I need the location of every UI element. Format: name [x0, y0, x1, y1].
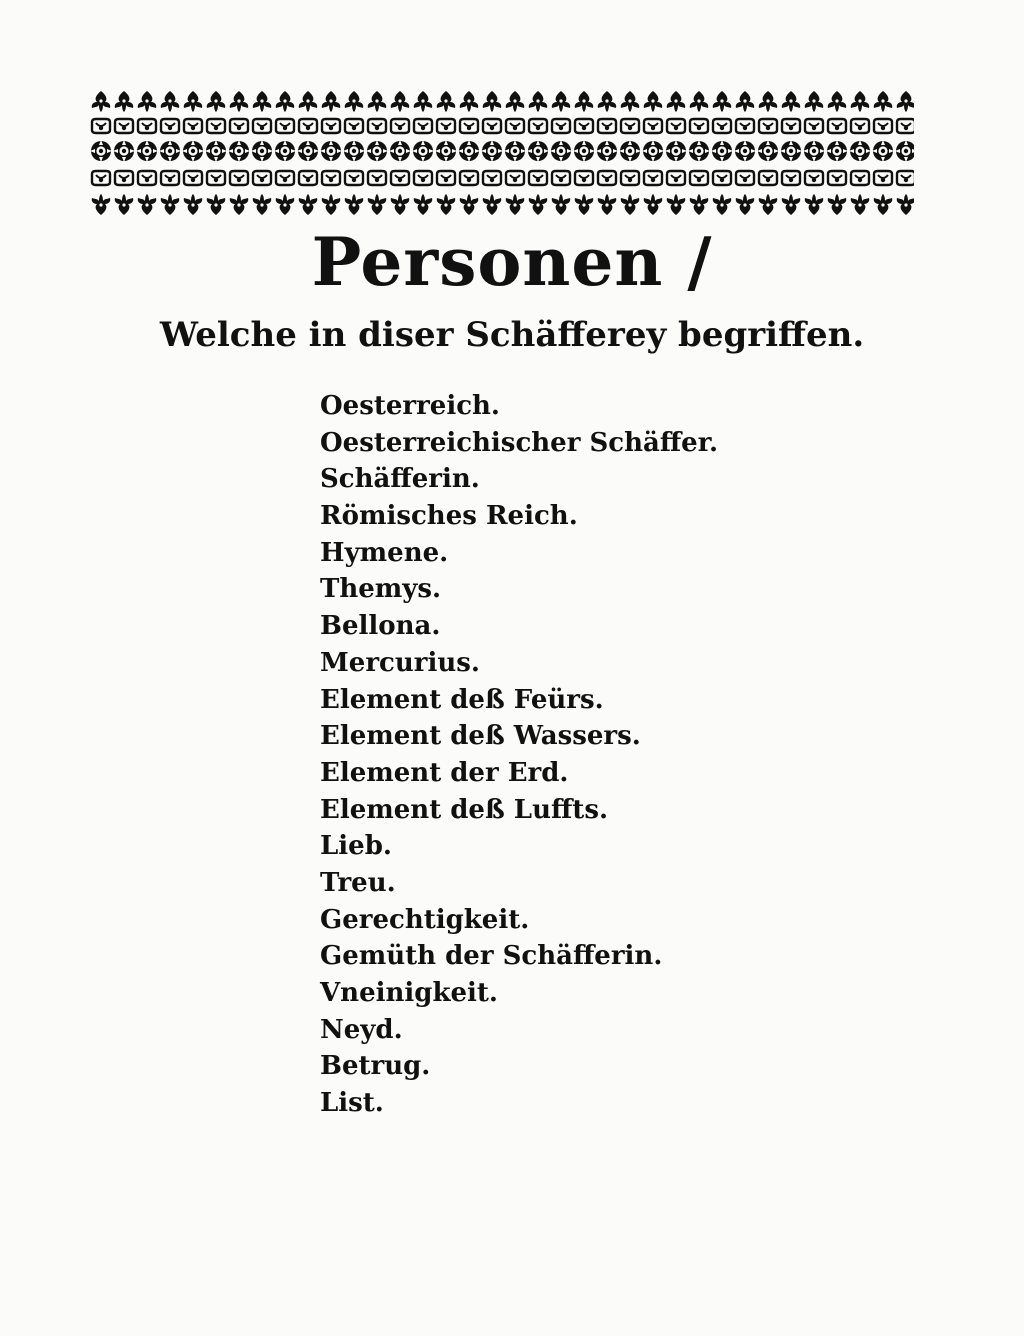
scroll-icon — [115, 119, 133, 133]
scroll-icon — [207, 119, 225, 133]
scroll-icon — [345, 119, 363, 133]
scroll-icon — [184, 171, 202, 185]
fleuron-icon — [299, 194, 318, 215]
fleuron-icon — [230, 91, 249, 112]
scroll-icon — [276, 171, 294, 185]
list-item: Themys. — [320, 574, 442, 605]
scroll-icon — [115, 171, 133, 185]
scroll-icon — [782, 119, 800, 133]
scroll-icon — [92, 171, 110, 185]
scroll-icon — [598, 119, 616, 133]
fleuron-icon — [391, 194, 410, 215]
rosette-icon — [527, 140, 549, 162]
fleuron-icon — [575, 194, 594, 215]
rosette-icon — [228, 140, 250, 162]
fleuron-icon — [437, 91, 456, 112]
scroll-icon — [621, 171, 639, 185]
rosette-icon — [596, 140, 618, 162]
scroll-icon — [138, 119, 156, 133]
scroll-icon — [207, 171, 225, 185]
scroll-icon — [437, 119, 455, 133]
scroll-icon — [851, 119, 869, 133]
list-item: Hymene. — [320, 537, 449, 568]
fleuron-icon — [644, 194, 663, 215]
rosette-icon — [757, 140, 779, 162]
rosette-icon — [895, 140, 914, 162]
fleuron-icon — [690, 91, 709, 112]
fleuron-icon — [851, 194, 870, 215]
fleuron-icon — [805, 91, 824, 112]
fleuron-icon — [184, 194, 203, 215]
rosette-icon — [458, 140, 480, 162]
fleuron-icon — [736, 194, 755, 215]
fleuron-icon — [345, 91, 364, 112]
fleuron-icon — [368, 91, 387, 112]
scroll-icon — [713, 171, 731, 185]
fleuron-icon — [253, 91, 272, 112]
fleuron-icon — [759, 91, 778, 112]
fleuron-icon — [897, 194, 914, 215]
fleuron-icon — [828, 91, 847, 112]
fleuron-icon — [276, 194, 295, 215]
fleuron-icon — [598, 194, 617, 215]
fleuron-icon — [92, 194, 111, 215]
fleuron-icon — [345, 194, 364, 215]
floral-border-ornament — [86, 88, 914, 220]
scroll-icon — [253, 171, 271, 185]
scroll-icon — [897, 171, 914, 185]
fleuron-icon — [759, 194, 778, 215]
rosette-icon — [320, 140, 342, 162]
scroll-icon — [276, 119, 294, 133]
list-item: Oesterreich. — [320, 391, 500, 421]
scroll-icon — [368, 171, 386, 185]
scroll-icon — [230, 119, 248, 133]
scroll-icon — [161, 119, 179, 133]
scroll-icon — [529, 119, 547, 133]
fleuron-icon — [92, 91, 111, 112]
list-item: Römisches Reich. — [320, 501, 578, 532]
fleuron-icon — [598, 91, 617, 112]
fleuron-icon — [828, 194, 847, 215]
rosette-icon — [343, 140, 365, 162]
scroll-icon — [161, 171, 179, 185]
scroll-icon — [805, 119, 823, 133]
scroll-icon — [253, 119, 271, 133]
scroll-icon — [184, 119, 202, 133]
scroll-icon — [391, 171, 409, 185]
scroll-icon — [575, 119, 593, 133]
scroll-icon — [759, 171, 777, 185]
scroll-icon — [828, 119, 846, 133]
rosette-icon — [665, 140, 687, 162]
fleuron-icon — [851, 91, 870, 112]
fleuron-icon — [460, 91, 479, 112]
fleuron-icon — [552, 91, 571, 112]
fleuron-icon — [690, 194, 709, 215]
rosette-icon — [642, 140, 664, 162]
list-item: Oesterreichischer Schäffer. — [320, 427, 719, 458]
scroll-icon — [483, 119, 501, 133]
scroll-icon — [460, 171, 478, 185]
scroll-icon — [736, 171, 754, 185]
fleuron-icon — [621, 194, 640, 215]
fleuron-icon — [713, 194, 732, 215]
fleuron-icon — [437, 194, 456, 215]
scroll-icon — [851, 171, 869, 185]
fleuron-icon — [299, 91, 318, 112]
list-item: Gerechtigkeit. — [320, 904, 530, 935]
scroll-icon — [414, 171, 432, 185]
scroll-icon — [874, 119, 892, 133]
fleuron-icon — [575, 91, 594, 112]
scroll-icon — [552, 171, 570, 185]
scroll-icon — [506, 119, 524, 133]
scroll-icon — [230, 171, 248, 185]
scroll-icon — [529, 171, 547, 185]
fleuron-icon — [782, 91, 801, 112]
persons-list — [320, 388, 718, 1122]
fleuron-icon — [207, 91, 226, 112]
rosette-icon — [711, 140, 733, 162]
fleuron-icon — [138, 91, 157, 112]
list-item: Element deß Wassers. — [320, 721, 641, 752]
scroll-icon — [92, 119, 110, 133]
rosette-icon — [205, 140, 227, 162]
scroll-icon — [690, 119, 708, 133]
scroll-icon — [575, 171, 593, 185]
fleuron-icon — [667, 91, 686, 112]
scroll-icon — [621, 119, 639, 133]
scroll-icon — [736, 119, 754, 133]
scroll-icon — [759, 119, 777, 133]
fleuron-icon — [529, 91, 548, 112]
scroll-icon — [874, 171, 892, 185]
scroll-icon — [644, 171, 662, 185]
list-item: Element der Erd. — [320, 757, 569, 788]
scroll-icon — [345, 171, 363, 185]
scroll-icon — [667, 171, 685, 185]
scroll-icon — [828, 171, 846, 185]
rosette-icon — [872, 140, 894, 162]
rosette-icon — [159, 140, 181, 162]
fleuron-icon — [276, 91, 295, 112]
rosette-icon — [412, 140, 434, 162]
fleuron-icon — [230, 194, 249, 215]
fleuron-icon — [161, 91, 180, 112]
fleuron-icon — [644, 91, 663, 112]
fleuron-icon — [414, 194, 433, 215]
fleuron-icon — [552, 194, 571, 215]
scroll-icon — [598, 171, 616, 185]
rosette-icon — [251, 140, 273, 162]
scroll-icon — [805, 171, 823, 185]
list-item: Lieb. — [320, 831, 392, 862]
scroll-icon — [897, 119, 914, 133]
scroll-icon — [322, 119, 340, 133]
rosette-icon — [435, 140, 457, 162]
fleuron-icon — [506, 194, 525, 215]
fleuron-icon — [115, 91, 134, 112]
rosette-icon — [849, 140, 871, 162]
list-item: Treu. — [320, 867, 396, 898]
page-title: Personen / — [311, 223, 713, 301]
page-subtitle: Welche in diser Schäfferey begriffen. — [159, 315, 865, 355]
fleuron-icon — [253, 194, 272, 215]
list-item: Element deß Feürs. — [320, 684, 604, 715]
fleuron-icon — [460, 194, 479, 215]
scroll-icon — [782, 171, 800, 185]
fleuron-icon — [782, 194, 801, 215]
fleuron-icon — [368, 194, 387, 215]
fleuron-icon — [161, 194, 180, 215]
fleuron-icon — [138, 194, 157, 215]
fleuron-icon — [805, 194, 824, 215]
rosette-icon — [619, 140, 641, 162]
fleuron-icon — [207, 194, 226, 215]
fleuron-icon — [322, 91, 341, 112]
scroll-icon — [667, 119, 685, 133]
rosette-icon — [688, 140, 710, 162]
fleuron-icon — [667, 194, 686, 215]
rosette-icon — [803, 140, 825, 162]
fleuron-icon — [391, 91, 410, 112]
list-item: Bellona. — [320, 611, 441, 642]
fleuron-icon — [621, 91, 640, 112]
rosette-icon — [389, 140, 411, 162]
fleuron-icon — [506, 91, 525, 112]
fleuron-icon — [322, 194, 341, 215]
scroll-icon — [437, 171, 455, 185]
scroll-icon — [299, 171, 317, 185]
rosette-icon — [274, 140, 296, 162]
rosette-icon — [182, 140, 204, 162]
list-item: Betrug. — [320, 1051, 431, 1082]
fleuron-icon — [483, 91, 502, 112]
rosette-icon — [780, 140, 802, 162]
scroll-icon — [713, 119, 731, 133]
fleuron-icon — [483, 194, 502, 215]
rosette-icon — [297, 140, 319, 162]
rosette-icon — [481, 140, 503, 162]
rosette-icon — [573, 140, 595, 162]
fleuron-icon — [115, 194, 134, 215]
scroll-icon — [460, 119, 478, 133]
fleuron-icon — [897, 91, 914, 112]
rosette-icon — [90, 140, 112, 162]
rosette-icon — [504, 140, 526, 162]
rosette-icon — [366, 140, 388, 162]
scroll-icon — [299, 119, 317, 133]
list-item: Mercurius. — [320, 647, 480, 678]
fleuron-icon — [529, 194, 548, 215]
list-item: Schäfferin. — [320, 464, 480, 495]
scroll-icon — [506, 171, 524, 185]
rosette-icon — [550, 140, 572, 162]
list-item: Vneinigkeit. — [320, 978, 498, 1008]
fleuron-icon — [414, 91, 433, 112]
fleuron-icon — [736, 91, 755, 112]
rosette-icon — [136, 140, 158, 162]
list-item: Neyd. — [320, 1014, 403, 1045]
scroll-icon — [368, 119, 386, 133]
rosette-icon — [113, 140, 135, 162]
scroll-icon — [552, 119, 570, 133]
fleuron-icon — [184, 91, 203, 112]
list-item: Gemüth der Schäfferin. — [320, 941, 663, 972]
rosette-icon — [734, 140, 756, 162]
scroll-icon — [138, 171, 156, 185]
fleuron-icon — [713, 91, 732, 112]
scroll-icon — [644, 119, 662, 133]
scroll-icon — [322, 171, 340, 185]
scroll-icon — [690, 171, 708, 185]
rosette-icon — [826, 140, 848, 162]
list-item: Element deß Luffts. — [320, 794, 609, 825]
scroll-icon — [483, 171, 501, 185]
list-item: List. — [320, 1088, 384, 1119]
fleuron-icon — [874, 194, 893, 215]
fleuron-icon — [874, 91, 893, 112]
scroll-icon — [414, 119, 432, 133]
scroll-icon — [391, 119, 409, 133]
